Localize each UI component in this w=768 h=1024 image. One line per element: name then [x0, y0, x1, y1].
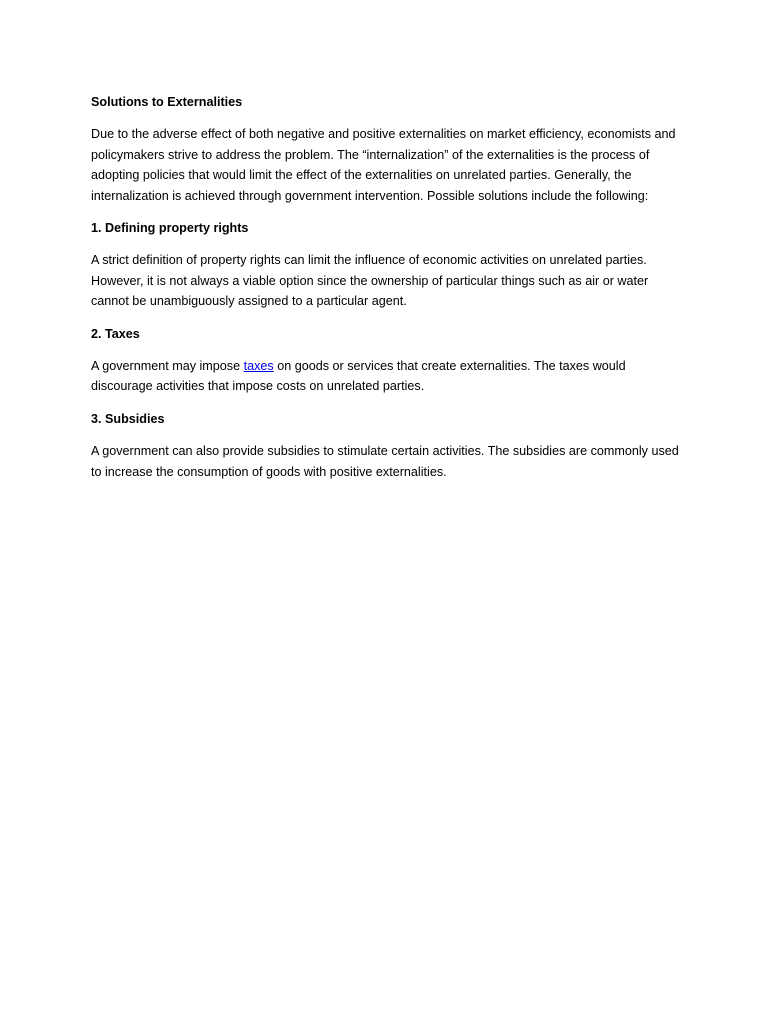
section-body-property-rights: A strict definition of property rights can limit the influence of economic activities on unrelated parties. However, it is not always a viable option since the ownership of particular things such as air or water cannot be unambiguously assigned to a particular agent. — [91, 253, 649, 309]
section-heading-property-rights: 1. Defining property rights — [91, 221, 249, 236]
section-body-subsidies: A government can also provide subsidies to stimulate certain activities. The subsidies are commonly used to increase the consumption of goods with positive externalities. — [91, 444, 679, 479]
document-title: Solutions to Externalities — [91, 95, 243, 109]
section-heading-subsidies: 3. Subsidies — [91, 411, 165, 426]
intro-paragraph: Due to the adverse effect of both negative and positive externalities on market efficiency, economists and policymakers strive to address the problem. The “internalization” of the externalities is the process of adopting policies that would limit the effect of the externalities on unrelated parties. Generally, the internalization is achieved through government intervention. Possible solutions include the following: — [91, 127, 676, 203]
section-body-taxes — [91, 356, 681, 397]
taxes-link[interactable]: taxes — [243, 359, 274, 374]
taxes-text-after-link: on goods or services that create externalities. The taxes would discourage activities that impose costs on unrelated parties. — [91, 359, 626, 394]
taxes-text-before-link: A government may impose — [91, 359, 244, 374]
section-heading-taxes: 2. Taxes — [91, 326, 140, 341]
document-body — [91, 92, 681, 494]
